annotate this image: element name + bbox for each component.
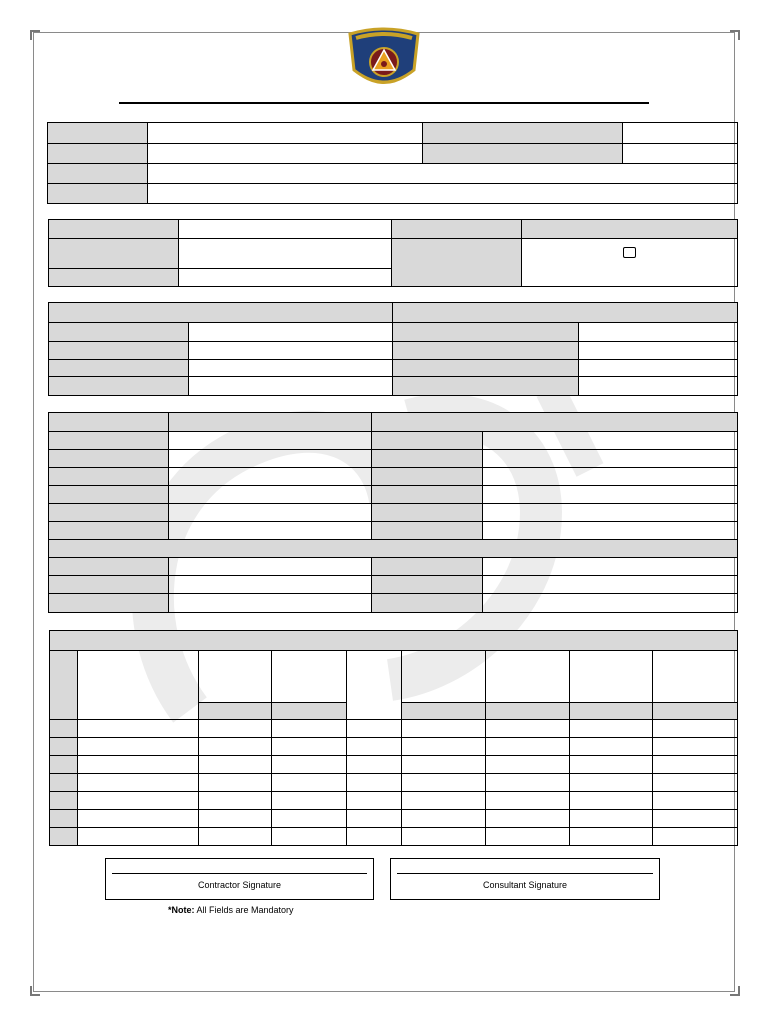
- input-cell[interactable]: [179, 220, 392, 239]
- label-cell: [49, 377, 189, 396]
- label-cell: [393, 360, 579, 377]
- input-cell[interactable]: [486, 756, 570, 774]
- input-cell[interactable]: [169, 522, 372, 540]
- input-cell[interactable]: [486, 810, 570, 828]
- contractor-signature-box[interactable]: [105, 858, 374, 900]
- submission-table: [48, 219, 738, 287]
- input-cell[interactable]: [169, 594, 372, 613]
- input-cell[interactable]: [483, 594, 738, 613]
- label-cell: [49, 558, 169, 576]
- consultant-signature-label: Consultant Signature: [482, 880, 568, 890]
- ministry-logo-icon: [344, 26, 424, 94]
- input-cell[interactable]: [199, 828, 272, 846]
- label-cell: [49, 239, 179, 269]
- input-cell[interactable]: [169, 504, 372, 522]
- column-subheader: [653, 703, 738, 720]
- column-header: [347, 651, 402, 720]
- input-cell[interactable]: [148, 164, 738, 184]
- label-cell: [49, 342, 189, 360]
- input-cell[interactable]: [78, 756, 199, 774]
- input-cell[interactable]: [189, 377, 393, 396]
- row-number-cell: [50, 792, 78, 810]
- label-cell: [49, 323, 189, 342]
- input-cell[interactable]: [653, 720, 738, 738]
- input-cell[interactable]: [402, 738, 486, 756]
- input-cell[interactable]: [402, 792, 486, 810]
- label-cell: [48, 144, 148, 164]
- input-cell[interactable]: [199, 792, 272, 810]
- label-cell: [372, 468, 483, 486]
- label-cell: [48, 164, 148, 184]
- input-cell[interactable]: [169, 450, 372, 468]
- corner-mark: [730, 30, 740, 40]
- table-row: [50, 810, 738, 828]
- mandatory-note: [168, 905, 294, 915]
- input-cell[interactable]: [402, 756, 486, 774]
- input-cell[interactable]: [579, 342, 738, 360]
- label-cell: [393, 342, 579, 360]
- section-header: [169, 413, 372, 432]
- row-number-cell: [50, 810, 78, 828]
- input-cell[interactable]: [347, 738, 402, 756]
- input-cell[interactable]: [169, 576, 372, 594]
- column-subheader: [486, 703, 570, 720]
- input-cell[interactable]: [570, 738, 653, 756]
- input-cell[interactable]: [148, 123, 423, 144]
- project-info-table: [47, 122, 738, 204]
- label-cell: [392, 239, 522, 287]
- input-cell[interactable]: [486, 738, 570, 756]
- row-number-cell: [50, 756, 78, 774]
- label-cell: [372, 504, 483, 522]
- corner-mark: [30, 986, 40, 996]
- contractor-signature-label: Contractor Signature: [197, 880, 282, 890]
- table-row: [50, 774, 738, 792]
- input-cell[interactable]: [486, 792, 570, 810]
- input-cell[interactable]: [347, 792, 402, 810]
- input-cell[interactable]: [347, 720, 402, 738]
- label-cell: [49, 504, 169, 522]
- column-header: [402, 651, 486, 703]
- input-cell[interactable]: [347, 828, 402, 846]
- input-cell[interactable]: [199, 774, 272, 792]
- column-header: [570, 651, 653, 703]
- input-cell[interactable]: [347, 756, 402, 774]
- input-cell[interactable]: [623, 123, 738, 144]
- input-cell[interactable]: [272, 810, 347, 828]
- table-row: [50, 756, 738, 774]
- input-cell[interactable]: [570, 828, 653, 846]
- input-cell[interactable]: [148, 184, 738, 204]
- checkbox-cell[interactable]: [522, 239, 738, 287]
- input-cell[interactable]: [483, 504, 738, 522]
- input-cell[interactable]: [272, 738, 347, 756]
- input-cell[interactable]: [78, 774, 199, 792]
- input-cell[interactable]: [78, 810, 199, 828]
- input-cell[interactable]: [189, 323, 393, 342]
- input-cell[interactable]: [653, 738, 738, 756]
- column-header: [78, 651, 199, 720]
- input-cell[interactable]: [199, 810, 272, 828]
- signature-line: [397, 873, 653, 874]
- input-cell[interactable]: [169, 558, 372, 576]
- column-header: [272, 651, 347, 703]
- input-cell[interactable]: [483, 486, 738, 504]
- row-number-cell: [50, 738, 78, 756]
- label-cell: [48, 123, 148, 144]
- column-subheader: [402, 703, 486, 720]
- input-cell[interactable]: [402, 828, 486, 846]
- input-cell[interactable]: [78, 720, 199, 738]
- label-cell: [372, 576, 483, 594]
- input-cell[interactable]: [179, 269, 392, 287]
- input-cell[interactable]: [570, 756, 653, 774]
- column-subheader: [272, 703, 347, 720]
- corner-mark: [30, 30, 40, 40]
- label-cell: [423, 144, 623, 164]
- label-cell: [49, 269, 179, 287]
- section-header: [50, 631, 738, 651]
- section-header: [49, 540, 738, 558]
- input-cell[interactable]: [483, 522, 738, 540]
- input-cell[interactable]: [570, 792, 653, 810]
- table-row: [50, 738, 738, 756]
- input-cell[interactable]: [169, 468, 372, 486]
- input-cell[interactable]: [189, 342, 393, 360]
- consultant-signature-box[interactable]: [390, 858, 660, 900]
- input-cell[interactable]: [272, 774, 347, 792]
- inspection-table: [48, 412, 738, 613]
- label-cell: [423, 123, 623, 144]
- label-cell: [372, 432, 483, 450]
- note-prefix: *Note:: [168, 905, 195, 915]
- row-number-cell: [50, 828, 78, 846]
- label-cell: [49, 360, 189, 377]
- label-cell: [372, 450, 483, 468]
- input-cell[interactable]: [402, 720, 486, 738]
- input-cell[interactable]: [78, 828, 199, 846]
- checkbox-icon[interactable]: [623, 247, 636, 258]
- label-cell: [372, 558, 483, 576]
- table-row: [50, 828, 738, 846]
- input-cell[interactable]: [78, 738, 199, 756]
- input-cell[interactable]: [272, 756, 347, 774]
- title-underline: [119, 102, 649, 104]
- input-cell[interactable]: [78, 792, 199, 810]
- column-subheader: [199, 703, 272, 720]
- label-cell: [372, 486, 483, 504]
- input-cell[interactable]: [653, 792, 738, 810]
- column-subheader: [570, 703, 653, 720]
- label-cell: [49, 432, 169, 450]
- section-header: [49, 303, 393, 323]
- label-cell: [372, 522, 483, 540]
- input-cell[interactable]: [570, 774, 653, 792]
- row-number-cell: [50, 774, 78, 792]
- input-cell[interactable]: [148, 144, 423, 164]
- input-cell[interactable]: [653, 828, 738, 846]
- input-cell[interactable]: [199, 756, 272, 774]
- input-cell[interactable]: [199, 720, 272, 738]
- column-header: [199, 651, 272, 703]
- items-table: [49, 630, 738, 846]
- input-cell[interactable]: [402, 810, 486, 828]
- input-cell[interactable]: [272, 792, 347, 810]
- input-cell[interactable]: [347, 774, 402, 792]
- input-cell[interactable]: [579, 360, 738, 377]
- section-header: [372, 413, 738, 432]
- input-cell[interactable]: [483, 576, 738, 594]
- input-cell[interactable]: [199, 738, 272, 756]
- section-header: [393, 303, 738, 323]
- input-cell[interactable]: [623, 144, 738, 164]
- label-cell: [49, 486, 169, 504]
- column-header: [50, 651, 78, 720]
- label-cell: [372, 594, 483, 613]
- input-cell[interactable]: [483, 558, 738, 576]
- input-cell[interactable]: [653, 756, 738, 774]
- input-cell[interactable]: [653, 810, 738, 828]
- input-cell[interactable]: [402, 774, 486, 792]
- column-header: [486, 651, 570, 703]
- input-cell[interactable]: [486, 774, 570, 792]
- input-cell[interactable]: [486, 720, 570, 738]
- corner-mark: [730, 986, 740, 996]
- label-cell: [48, 184, 148, 204]
- label-cell: [49, 450, 169, 468]
- input-cell[interactable]: [570, 720, 653, 738]
- table-row: [50, 792, 738, 810]
- input-cell[interactable]: [486, 828, 570, 846]
- input-cell[interactable]: [169, 432, 372, 450]
- input-cell[interactable]: [483, 450, 738, 468]
- label-cell: [393, 377, 579, 396]
- input-cell[interactable]: [483, 468, 738, 486]
- note-text: All Fields are Mandatory: [194, 905, 294, 915]
- input-cell[interactable]: [579, 377, 738, 396]
- label-cell: [49, 468, 169, 486]
- input-cell[interactable]: [189, 360, 393, 377]
- label-cell: [522, 220, 738, 239]
- label-cell: [49, 594, 169, 613]
- details-table: [48, 302, 738, 396]
- row-number-cell: [50, 720, 78, 738]
- section-header: [49, 413, 169, 432]
- label-cell: [49, 576, 169, 594]
- input-cell[interactable]: [272, 828, 347, 846]
- table-row: [50, 720, 738, 738]
- input-cell[interactable]: [169, 486, 372, 504]
- label-cell: [392, 220, 522, 239]
- input-cell[interactable]: [179, 239, 392, 269]
- label-cell: [393, 323, 579, 342]
- column-header: [653, 651, 738, 703]
- signature-line: [112, 873, 367, 874]
- input-cell[interactable]: [653, 774, 738, 792]
- input-cell[interactable]: [272, 720, 347, 738]
- input-cell[interactable]: [483, 432, 738, 450]
- input-cell[interactable]: [570, 810, 653, 828]
- label-cell: [49, 220, 179, 239]
- label-cell: [49, 522, 169, 540]
- input-cell[interactable]: [579, 323, 738, 342]
- input-cell[interactable]: [347, 810, 402, 828]
